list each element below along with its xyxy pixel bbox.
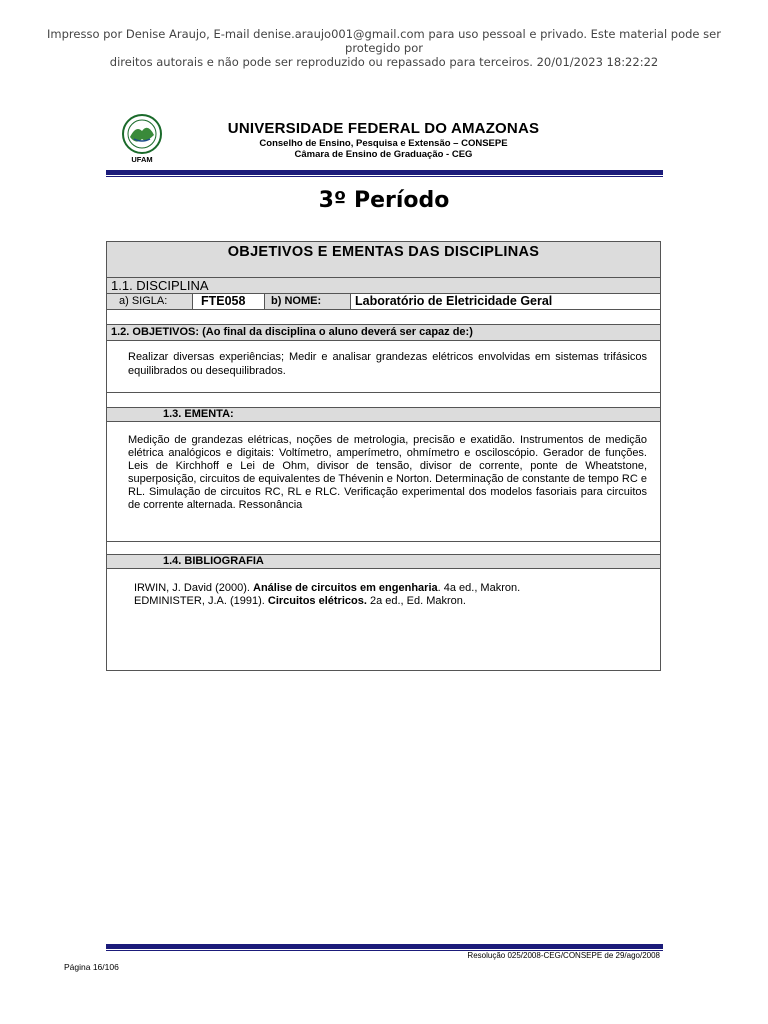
bib-title: Análise de circuitos em engenharia — [253, 582, 438, 594]
bib-author: EDMINISTER, J.A. (1991). — [134, 595, 268, 607]
watermark-line-1: Impresso por Denise Araujo, E-mail denise.araujo001@gmail.com para uso pessoal e privado. Este material pode ser protegido por — [47, 27, 721, 55]
footer-rule — [106, 944, 663, 949]
header-rule-thin — [106, 176, 663, 177]
bib-publisher: 2a ed., Ed. Makron. — [366, 595, 466, 607]
nome-label: b) NOME: — [265, 294, 351, 309]
discipline-form — [106, 241, 661, 671]
bibliography-label: 1.4. BIBLIOGRAFIA — [107, 555, 660, 569]
nome-value: Laboratório de Eletricidade Geral — [351, 294, 660, 309]
chamber-name: Câmara de Ensino de Graduação - CEG — [294, 149, 473, 160]
document-header — [106, 113, 661, 173]
university-name: UNIVERSIDADE FEDERAL DO AMAZONAS — [227, 120, 540, 137]
print-watermark — [20, 27, 748, 69]
ementa-label: 1.3. EMENTA: — [107, 408, 660, 422]
objectives-label: 1.2. OBJETIVOS: (Ao final da disciplina o aluno deverá ser capaz de:) — [107, 325, 660, 341]
watermark-line-2: direitos autorais e não pode ser reproduzido ou repassado para terceiros. 20/01/2023 18:22:22 — [109, 55, 659, 69]
sigla-row — [107, 294, 660, 310]
objectives-text: Realizar diversas experiências; Medir e analisar grandezas elétricos envolvidas em sistemas trifásicos equilibrados ou desequilibrados. — [107, 341, 660, 393]
logo-label: UFAM — [131, 155, 153, 164]
spacer-row — [107, 542, 660, 555]
header-rule — [106, 170, 663, 175]
sigla-label: a) SIGLA: — [107, 294, 193, 309]
discipline-label: 1.1. DISCIPLINA — [107, 278, 660, 294]
bib-publisher: . 4a ed., Makron. — [437, 582, 521, 594]
bib-title: Circuitos elétricos. — [267, 595, 367, 607]
resolution-reference: Resolução 025/2008-CEG/CONSEPE de 29/ago/2008 — [467, 951, 660, 960]
bibliography-entry — [134, 582, 650, 595]
bibliography-list — [107, 569, 660, 670]
spacer-row — [107, 310, 660, 325]
page-number: Página 16/106 — [64, 962, 119, 972]
bibliography-entry — [134, 595, 650, 608]
sigla-value: FTE058 — [193, 294, 265, 309]
form-title: OBJETIVOS E EMENTAS DAS DISCIPLINAS — [107, 242, 660, 278]
spacer-row — [107, 393, 660, 408]
page-title: 3º Período — [318, 188, 450, 213]
council-name: Conselho de Ensino, Pesquisa e Extensão – CONSEPE — [259, 138, 508, 149]
ementa-text: Medição de grandezas elétricas, noções de metrologia, precisão e exatidão. Instrumentos de medição elétrica analógicos e digitais: Voltímetro, amperímetro, ohmímetro e osciloscópio. Gerador de funções. Leis de Kirchhoff e Lei de Ohm, divisor de tensão, divisor de corrente, ponte de Wheatstone, superposição, circuitos de equivalentes de Thévenin e Norton. Determinação de constante de tempo RC e RL. Simulação de circuitos RC, RL e RLC. Verificação experimental dos modelos fasoriais para circuitos de corrente alternada. Ressonância — [107, 422, 660, 542]
bib-author: IRWIN, J. David (2000). — [134, 582, 253, 594]
